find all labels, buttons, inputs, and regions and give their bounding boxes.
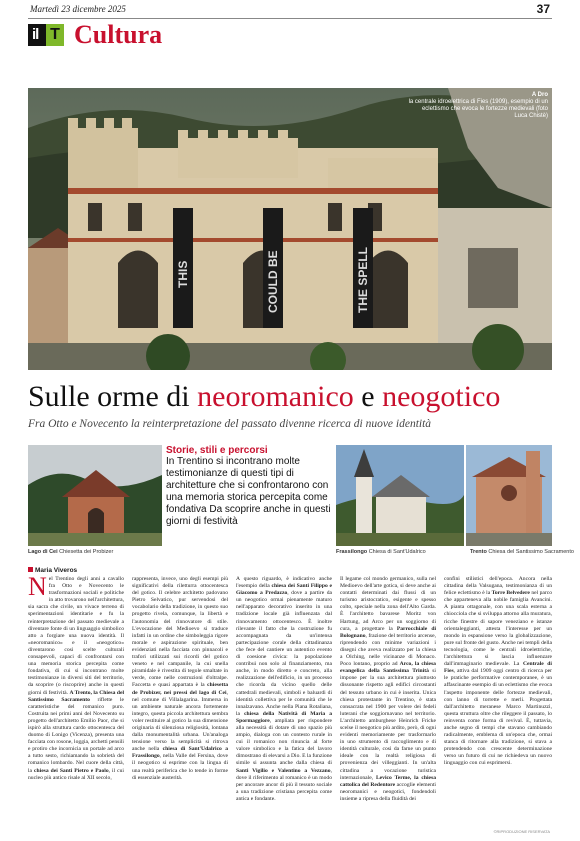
photo-lago-di-cei xyxy=(28,445,162,546)
caption-right: Trento Chiesa del Santissimo Sacramento xyxy=(470,549,574,555)
fies-power-station-illustration xyxy=(28,88,552,370)
page-header xyxy=(0,0,580,18)
caption-left: Lago di Cei Chiesetta dei Probizer xyxy=(28,549,114,555)
page-number: 37 xyxy=(536,2,550,16)
author-marker-icon xyxy=(28,567,33,572)
hero-caption: A Dro la centrale idroelettrica di Fies (1909), esempio di un eclettismo che evoca le fortezze medievali (foto Luca Chistè) xyxy=(408,92,548,119)
article-column-1: Nel Trentino degli anni a cavallo fra Otto e Novecento le trasformazioni sociali e politiche in atto trovarono nell'architettura, sia sacra che civile, un vivace terreno di sperimentazioni identitarie e fu la reinterpretazione del passato medievale a diventare fonte di un linguaggio simbolico atto a forgiare una nuova identità. Il «neoromanico» e il «neogotico» diventarono così scelte culturali consapevoli, capaci di confrontarsi con una memoria storica percepita come fondativa, di cui si incontrano molte testimonianze in diversi siti del territorio, da scoprire (o riscoprire) anche in questi giorni di festività. A Trento, la Chiesa del Santissimo Sacramento riflette le caratteristiche del romanico puro. Costruita nei primi anni del Novecento su progetto dell'architetto Emilio Paor, che si ispirò alla struttura cardo ottocentesca del duomo di Lonigo (Vicenza), presenta una facciata con rosone, loggia, archetti pensili e protiro che incornicia un portale ad arco a tutto sesto, richiamando la sobrietà del romanico lombardo. Nel cuore della città, la chiesa dei Santi Pietro e Paolo, il cui nucleo più antico risale al XII secolo, xyxy=(28,576,124,781)
newspaper-logo: il T xyxy=(28,24,64,46)
article-author: Maria Viveros xyxy=(28,567,77,574)
section-title: Cultura xyxy=(74,20,163,49)
caption-mid: Frassilongo Chiesa di Sant'Udalrico xyxy=(336,549,426,555)
issue-date: Martedì 23 dicembre 2025 xyxy=(30,4,126,14)
photo-frassilongo xyxy=(336,445,464,546)
banner-text-2: COULD BE xyxy=(266,250,280,313)
header-rule xyxy=(28,18,552,19)
photo-trento xyxy=(466,445,552,546)
subheadline: Fra Otto e Novecento la reinterpretazione del passato divenne ricerca di nuove identità xyxy=(28,418,432,430)
box-body: In Trentino si incontrano molte testimonianze di questi tipi di architetture che si confrontarono con una memoria storica percepita come fondativa Da scoprire anche in questi giorni di festività xyxy=(166,456,331,527)
church-trento-illustration xyxy=(466,445,552,546)
church-frassilongo-illustration xyxy=(336,445,464,546)
banner-text-3: THE SPELL xyxy=(356,246,370,313)
headline: Sulle orme di neoromanico e neogotico xyxy=(28,380,501,413)
copyright-note: ©RIPRODUZIONE RISERVATA xyxy=(493,829,550,834)
article-column-2: rappresenta, invece, uno degli esempi più significativi della riletturra ottocentesca del gotico. Il celebre architetto padovano Pietro Selvatico, pur servendosi del vocabolario della tradizione, in questo suo progetto rivela, comunque, la libertà e l'autonomia del rinnovatore di stile. L'evocazione del Medioevo si traduce infatti in un ordine che simboleggia rigore morale e aspirazione spirituale, ben evidenziati nella facciata con pinnacoli e trafori utilizzati sui ricordi del gotico veneto e nel campanile, la cui snella piramidale è rivestita di tegole smaltate in verde, come nelle costruzioni d'oltralpe. Faccetta e quasi appartata è la chiesetta de Probizer, nei pressi del lago di Cei, nel comune di Villalagarina. Immersa in un ambiente naturale ancora fortemente integro, questa piccola architettura sembra voler restituire al gotico la sua dimensione originaria di silenziosa religiosità, lontana dalla monumentalità urbana. Un'analoga tensione verso la semplicità si ritrova anche nella chiesa di Sant'Udalrico a Frassilongo, nella Valle del Fersina, dove il neogotico si esprime con la lingua di una realtà periferica che lo tende in forme di essenziale austerità. xyxy=(132,576,228,781)
drop-cap: N xyxy=(28,576,47,601)
hero-photo xyxy=(28,88,552,370)
banner-text-1: THIS xyxy=(176,260,190,288)
article-column-4: Il legame col mondo germanico, sulla nel Medioevo dell'arte gotica, si deve anche ai contatti determinati dai flussi di un turismo aristocratico, esigente e spesso colto, speciale nella zona dell'Alto Garda. È l'architetto bavarese Moritz von Hartung, ad Arco per un soggiorno di cura, a progettare la Parrocchiale di Bolognano, frazione del territorio arcense, riprendendo con minime variazioni i disegni che aveva realizzato per la chiesa a Olching, nelle vicinanze di Monaco. Poco lontano, proprio ad Arco, la chiesa evangelica della Santissima Trinità si impone per la sua architettura piuttosto dissonante rispetto agli edifici circostanti del tessuto urbano in cui è inserita. Unica chiesa protestante in Trentino, è stata consacrata nel 1900 per volere dei fedeli luterani che soggiornavano nel territorio. L'architetto amburghese Heinrich Fricke scelse il neogotico più ardito, però, di ogni evidenti memoriamente per trasformarlo in uno strumento di raccoglimento e di identità culturale, così da farne un punto ideale con la realtà religiosa di provenienza dei villeggianti. In un'alta cittadina a vocazione turistica internazionale, Levico Terme, la chiesa cattolica del Redentore accoglie elementi neoromanici e neogotici, fondendoli insieme a ripresa della fluidità dei xyxy=(340,576,436,802)
box-title: Storie, stili e percorsi xyxy=(166,445,268,456)
chapel-illustration xyxy=(28,445,162,546)
article-column-3: A questo riguardo, è indicativo anche l'esempio della chiesa dei Santi Filippo e Giacomo a Predazzo, dove a partire da un neogotico ormai pienamente maturo nell'apparato decorativo inserito in una tradizione locale già influenzata dal rinnovamento ottocentesco. È inoltre rilevante il fatto che la costruzione fu accompagnata da un'intensa partecipazione corale della cittadinanza che fece del cantiere un autentico evento di coesione civica: la popolazione contribuì non solo al finanziamento, ma anche, in modo diretto e concreto, alla realizzazione dell'edificio, in un processo che ricorda da vicino quello delle cattedrali medievali, simboli e baluardi di identità collettiva per le comunità che le innalzavano. Anche nella Piana Rotaliana, la chiesa della Natività di Maria a Spormaggiore, ampliata per rispondere alla necessità di dotare di uno spazio più ampio, dialoga con un contesto rurale in cui il romanico non rinuncia al forte valore simbolico e la fatica del lavoro dimostrano di elevarsi a Dio. E la funzione simile si assunta anche dalla chiesa di Santi Vigilio e Valentino a Vezzano, dove il riferimento al romanico è un modo per ancorare ancor di più il tessuto sociale a una tradizione cristiana percepita come antica e fondante. xyxy=(236,576,332,802)
sidebar-box xyxy=(166,445,334,528)
article-column-5: confini stilistici dell'epoca. Ancora nella cittadina della Valsugana, testimonianza di un felice eclettismo è la Torre Belvedere nel parco che apparteneva alla nobile famiglia Avancini. A pianta ottagonale, con una scala esterna a chiocciola che si sviluppa attorno alla muratura, ricche finestre di sapore veneziano e istanze orientaleggianti, attesta l'interesse per un mondo in espansione verso la globalizzazione, pure sul fronte del gusto. Anche nei templi della tecnologia, come le centrali idroelettriche, l'architettura si lascia influenzare dall'immaginario medievale. La Centrale di Fies, attiva dal 1909 oggi centro di ricerca per le pratiche performative contemporanee, è un affascinante esempio di un eclettismo che evoca l'aspetto imponente delle fortezze medievali, con lanno di torrette e merli. Progettata dall'architetto meranese Marco Martinuzzi, questa struttura oltre che rileggere il passato, lo reinventa come forma di revival. È, tuttavia, anche segno di tempi che stavano cambiando radicalmente, emblema di un'epoca che, ormai stanca di ritornare alla tradizione, si stava a protendendo con crescente determinazione verso un futuro di cui ne richiedeva un nuovo linguaggio con cui esprimersi. xyxy=(444,576,552,767)
